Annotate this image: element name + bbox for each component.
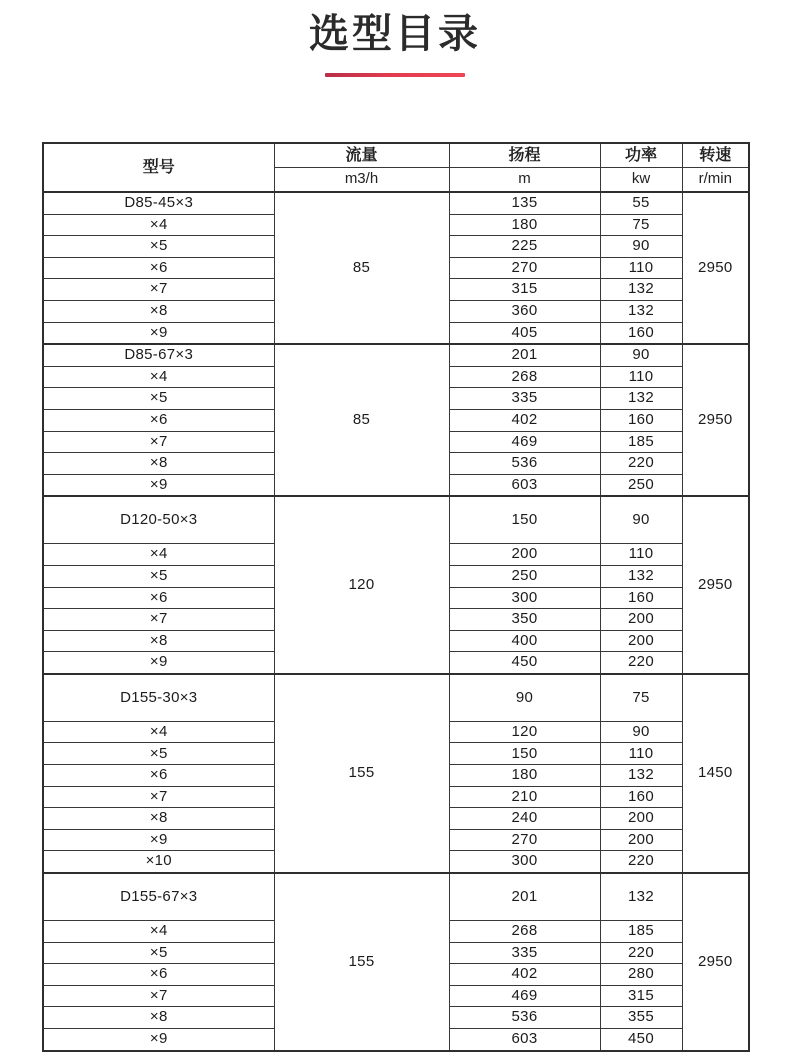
power-cell: 220 <box>600 652 682 674</box>
power-cell: 90 <box>600 496 682 544</box>
page-title: 选型目录 <box>309 12 481 56</box>
power-cell: 250 <box>600 474 682 496</box>
head-cell: 150 <box>449 743 600 765</box>
head-cell: 270 <box>449 257 600 279</box>
selection-table-wrap <box>42 142 748 1052</box>
model-cell: ×5 <box>43 236 274 258</box>
header-flow: 流量 <box>274 143 449 168</box>
head-cell: 315 <box>449 279 600 301</box>
model-cell: D120-50×3 <box>43 496 274 544</box>
power-cell: 280 <box>600 964 682 986</box>
flow-cell: 85 <box>274 344 449 496</box>
head-cell: 360 <box>449 300 600 322</box>
head-cell: 250 <box>449 565 600 587</box>
power-cell: 220 <box>600 453 682 475</box>
model-cell: ×6 <box>43 765 274 787</box>
power-cell: 132 <box>600 388 682 410</box>
model-cell: ×5 <box>43 565 274 587</box>
head-cell: 603 <box>449 1029 600 1051</box>
head-cell: 135 <box>449 192 600 214</box>
model-cell: ×5 <box>43 743 274 765</box>
power-cell: 200 <box>600 808 682 830</box>
flow-cell: 155 <box>274 873 449 1051</box>
model-cell: ×9 <box>43 652 274 674</box>
head-cell: 450 <box>449 652 600 674</box>
model-cell: D155-30×3 <box>43 674 274 722</box>
power-cell: 200 <box>600 609 682 631</box>
model-cell: ×8 <box>43 1007 274 1029</box>
head-cell: 603 <box>449 474 600 496</box>
header-model: 型号 <box>43 143 274 192</box>
speed-cell: 2950 <box>682 192 749 344</box>
model-cell: ×6 <box>43 257 274 279</box>
model-cell: ×4 <box>43 921 274 943</box>
model-cell: ×6 <box>43 409 274 431</box>
model-cell: D155-67×3 <box>43 873 274 921</box>
speed-cell: 2950 <box>682 496 749 674</box>
speed-cell: 1450 <box>682 674 749 873</box>
model-cell: ×5 <box>43 388 274 410</box>
model-cell: ×9 <box>43 322 274 344</box>
power-cell: 132 <box>600 279 682 301</box>
power-cell: 200 <box>600 630 682 652</box>
model-cell: ×5 <box>43 942 274 964</box>
unit-power: kw <box>600 168 682 193</box>
power-cell: 132 <box>600 565 682 587</box>
table-header <box>43 143 749 192</box>
page-header <box>0 12 790 77</box>
head-cell: 180 <box>449 214 600 236</box>
head-cell: 201 <box>449 873 600 921</box>
model-cell: ×6 <box>43 587 274 609</box>
table-row <box>43 873 749 921</box>
head-cell: 335 <box>449 388 600 410</box>
power-cell: 110 <box>600 743 682 765</box>
power-cell: 75 <box>600 214 682 236</box>
head-cell: 210 <box>449 786 600 808</box>
model-cell: ×7 <box>43 279 274 301</box>
model-cell: D85-45×3 <box>43 192 274 214</box>
model-cell: ×4 <box>43 366 274 388</box>
head-cell: 120 <box>449 721 600 743</box>
model-cell: ×4 <box>43 544 274 566</box>
table-row <box>43 344 749 366</box>
model-cell: ×8 <box>43 630 274 652</box>
power-cell: 160 <box>600 322 682 344</box>
head-cell: 402 <box>449 964 600 986</box>
power-cell: 55 <box>600 192 682 214</box>
model-cell: ×8 <box>43 300 274 322</box>
power-cell: 220 <box>600 851 682 873</box>
head-cell: 268 <box>449 366 600 388</box>
flow-cell: 155 <box>274 674 449 873</box>
head-cell: 469 <box>449 985 600 1007</box>
power-cell: 200 <box>600 829 682 851</box>
power-cell: 185 <box>600 921 682 943</box>
unit-head: m <box>449 168 600 193</box>
head-cell: 350 <box>449 609 600 631</box>
head-cell: 268 <box>449 921 600 943</box>
head-cell: 270 <box>449 829 600 851</box>
head-cell: 402 <box>449 409 600 431</box>
power-cell: 90 <box>600 344 682 366</box>
head-cell: 225 <box>449 236 600 258</box>
model-cell: ×9 <box>43 474 274 496</box>
model-cell: ×8 <box>43 808 274 830</box>
head-cell: 240 <box>449 808 600 830</box>
power-cell: 160 <box>600 786 682 808</box>
power-cell: 110 <box>600 544 682 566</box>
header-power: 功率 <box>600 143 682 168</box>
power-cell: 450 <box>600 1029 682 1051</box>
power-cell: 110 <box>600 257 682 279</box>
power-cell: 132 <box>600 765 682 787</box>
model-cell: D85-67×3 <box>43 344 274 366</box>
unit-flow: m3/h <box>274 168 449 193</box>
model-cell: ×4 <box>43 721 274 743</box>
speed-cell: 2950 <box>682 873 749 1051</box>
power-cell: 160 <box>600 587 682 609</box>
head-cell: 405 <box>449 322 600 344</box>
model-cell: ×6 <box>43 964 274 986</box>
power-cell: 315 <box>600 985 682 1007</box>
power-cell: 185 <box>600 431 682 453</box>
flow-cell: 120 <box>274 496 449 674</box>
model-cell: ×7 <box>43 431 274 453</box>
power-cell: 75 <box>600 674 682 722</box>
head-cell: 200 <box>449 544 600 566</box>
head-cell: 469 <box>449 431 600 453</box>
header-head: 扬程 <box>449 143 600 168</box>
selection-table <box>42 142 750 1052</box>
head-cell: 536 <box>449 453 600 475</box>
flow-cell: 85 <box>274 192 449 344</box>
model-cell: ×9 <box>43 1029 274 1051</box>
power-cell: 160 <box>600 409 682 431</box>
model-cell: ×10 <box>43 851 274 873</box>
header-speed: 转速 <box>682 143 749 168</box>
head-cell: 300 <box>449 587 600 609</box>
head-cell: 400 <box>449 630 600 652</box>
model-cell: ×7 <box>43 786 274 808</box>
power-cell: 132 <box>600 300 682 322</box>
power-cell: 110 <box>600 366 682 388</box>
head-cell: 150 <box>449 496 600 544</box>
title-underline <box>325 73 465 77</box>
model-cell: ×7 <box>43 985 274 1007</box>
head-cell: 201 <box>449 344 600 366</box>
table-body <box>43 192 749 1051</box>
head-cell: 300 <box>449 851 600 873</box>
power-cell: 355 <box>600 1007 682 1029</box>
model-cell: ×7 <box>43 609 274 631</box>
model-cell: ×9 <box>43 829 274 851</box>
head-cell: 536 <box>449 1007 600 1029</box>
table-row <box>43 192 749 214</box>
power-cell: 132 <box>600 873 682 921</box>
header-row-labels <box>43 143 749 168</box>
table-row <box>43 496 749 544</box>
head-cell: 180 <box>449 765 600 787</box>
unit-speed: r/min <box>682 168 749 193</box>
model-cell: ×4 <box>43 214 274 236</box>
model-cell: ×8 <box>43 453 274 475</box>
power-cell: 220 <box>600 942 682 964</box>
speed-cell: 2950 <box>682 344 749 496</box>
power-cell: 90 <box>600 236 682 258</box>
head-cell: 335 <box>449 942 600 964</box>
head-cell: 90 <box>449 674 600 722</box>
table-row <box>43 674 749 722</box>
power-cell: 90 <box>600 721 682 743</box>
